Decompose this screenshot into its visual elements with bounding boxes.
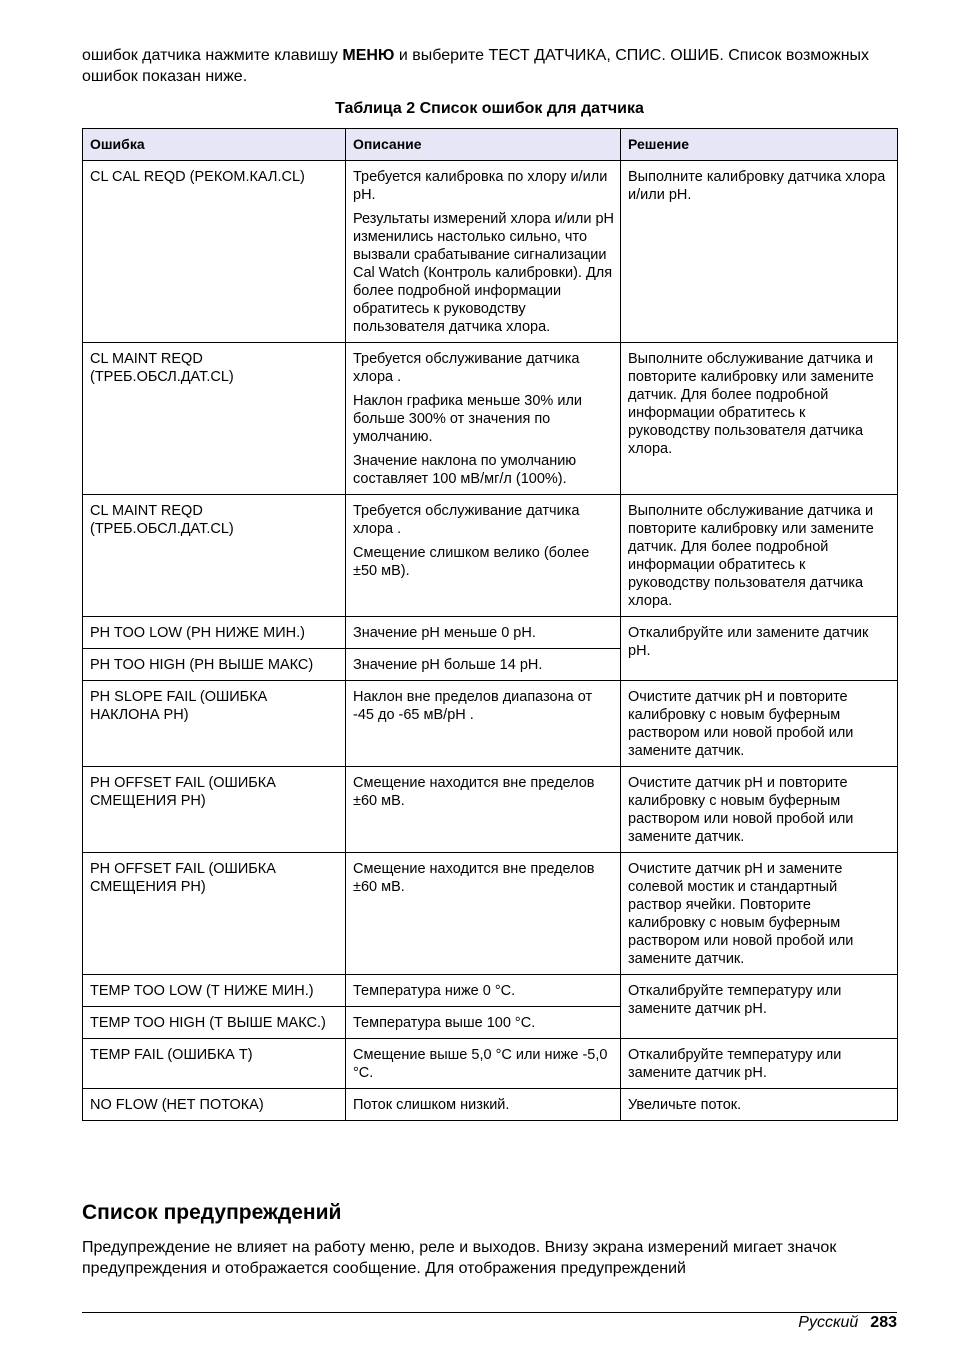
error-cell: CL MAINT REQD (ТРЕБ.ОБСЛ.ДАТ.CL): [83, 343, 346, 495]
solution-cell: Очистите датчик pH и повторите калибровку с новым буферным раствором или новой пробой или замените датчик.: [621, 767, 898, 853]
description-text: Значение pH меньше 0 pH.: [353, 625, 536, 641]
solution-cell: Откалибруйте или замените датчик pH.: [621, 617, 898, 681]
solution-cell: Увеличьте поток.: [621, 1089, 898, 1121]
description-cell: [346, 617, 621, 649]
error-cell: CL MAINT REQD (ТРЕБ.ОБСЛ.ДАТ.CL): [83, 495, 346, 617]
table-row: [83, 495, 898, 617]
table-row: [83, 975, 898, 1007]
description-cell: [346, 1039, 621, 1089]
table-row: [83, 161, 898, 343]
sensor-error-table: [82, 128, 898, 1121]
error-cell: PH OFFSET FAIL (ОШИБКА СМЕЩЕНИЯ PH): [83, 767, 346, 853]
description-text: Значение pH больше 14 pH.: [353, 657, 543, 673]
description-text: Наклон графика меньше 30% или больше 300% от значения по умолчанию.: [353, 393, 582, 445]
description-text: Поток слишком низкий.: [353, 1097, 510, 1113]
table-header-row: [83, 129, 898, 161]
table-row: [83, 1089, 898, 1121]
description-text: Требуется обслуживание датчика хлора .: [353, 351, 580, 385]
description-cell: [346, 649, 621, 681]
header-error: Ошибка: [83, 129, 346, 161]
description-text: Требуется обслуживание датчика хлора .: [353, 503, 580, 537]
solution-cell: Откалибруйте температуру или замените датчик pH.: [621, 1039, 898, 1089]
error-cell: PH TOO HIGH (PH ВЫШЕ МАКС): [83, 649, 346, 681]
footer-divider: [82, 1312, 897, 1313]
description-text: Смещение слишком велико (более ±50 мВ).: [353, 545, 590, 579]
solution-cell: Выполните обслуживание датчика и повторите калибровку или замените датчик. Для более подробной информации обратитесь к руководству пользователя датчика хлора.: [621, 343, 898, 495]
description-text: Требуется калибровка по хлору и/или pH.: [353, 169, 608, 203]
menu-key-name: МЕНЮ: [342, 47, 395, 64]
solution-cell: Очистите датчик pH и замените солевой мостик и стандартный раствор ячейки. Повторите калибровку с новым буферным раствором или новой пробой или замените датчик.: [621, 853, 898, 975]
solution-cell: Выполните калибровку датчика хлора и/или pH.: [621, 161, 898, 343]
description-cell: [346, 1089, 621, 1121]
description-text: Результаты измерений хлора и/или pH изменились настолько сильно, что вызвали срабатывание сигнализации Cal Watch (Контроль калибровки). Для более подробной информации обратитесь к руководству пользователя датчика хлора.: [353, 211, 614, 335]
section-paragraph: Предупреждение не влияет на работу меню, реле и выходов. Внизу экрана измерений мигает значок предупреждения и отображается сообщение. Для отображения предупреждений: [82, 1239, 837, 1277]
section-heading: Список предупреждений: [82, 1201, 342, 1224]
description-cell: [346, 767, 621, 853]
footer-language: Русский: [798, 1314, 859, 1331]
intro-text-end: и выберите ТЕСТ ДАТЧИКА, СПИС. ОШИБ. Список возможных ошибок показан ниже.: [82, 47, 870, 85]
error-cell: PH TOO LOW (PH НИЖЕ МИН.): [83, 617, 346, 649]
description-cell: [346, 343, 621, 495]
solution-cell: Выполните обслуживание датчика и повторите калибровку или замените датчик. Для более подробной информации обратитесь к руководству пользователя датчика хлора.: [621, 495, 898, 617]
solution-cell: Откалибруйте температуру или замените датчик pH.: [621, 975, 898, 1039]
table-row: [83, 853, 898, 975]
table-row: [83, 617, 898, 649]
description-text: Температура выше 100 °C.: [353, 1015, 536, 1031]
description-cell: [346, 853, 621, 975]
intro-text-start: ошибок датчика нажмите клавишу: [82, 47, 343, 64]
table-row: [83, 767, 898, 853]
error-cell: TEMP TOO HIGH (Т ВЫШЕ МАКС.): [83, 1007, 346, 1039]
description-text: Смещение находится вне пределов ±60 мВ.: [353, 775, 595, 809]
description-cell: [346, 681, 621, 767]
description-text: Температура ниже 0 °C.: [353, 983, 516, 999]
table-caption: Таблица 2 Список ошибок для датчика: [335, 100, 644, 117]
intro-paragraph: [82, 45, 897, 87]
page-footer: [798, 1313, 897, 1333]
description-cell: [346, 1007, 621, 1039]
error-cell: NO FLOW (НЕТ ПОТОКА): [83, 1089, 346, 1121]
description-text: Смещение находится вне пределов ±60 мВ.: [353, 861, 595, 895]
description-cell: [346, 975, 621, 1007]
description-text: Наклон вне пределов диапазона от -45 до -65 мВ/pH .: [353, 689, 593, 723]
error-cell: TEMP TOO LOW (Т НИЖЕ МИН.): [83, 975, 346, 1007]
description-cell: [346, 161, 621, 343]
error-cell: CL CAL REQD (РЕКОМ.КАЛ.CL): [83, 161, 346, 343]
description-text: Значение наклона по умолчанию составляет 100 мВ/мг/л (100%).: [353, 453, 577, 487]
page-number: 283: [870, 1314, 897, 1331]
error-cell: PH OFFSET FAIL (ОШИБКА СМЕЩЕНИЯ PH): [83, 853, 346, 975]
description-text: Смещение выше 5,0 °C или ниже -5,0 °C.: [353, 1047, 608, 1081]
table-row: [83, 681, 898, 767]
error-cell: TEMP FAIL (ОШИБКА Т): [83, 1039, 346, 1089]
solution-cell: Очистите датчик pH и повторите калибровку с новым буферным раствором или новой пробой или замените датчик.: [621, 681, 898, 767]
table-row: [83, 1039, 898, 1089]
error-cell: PH SLOPE FAIL (ОШИБКА НАКЛОНА PH): [83, 681, 346, 767]
description-cell: [346, 495, 621, 617]
header-description: Описание: [346, 129, 621, 161]
header-solution: Решение: [621, 129, 898, 161]
table-row: [83, 343, 898, 495]
